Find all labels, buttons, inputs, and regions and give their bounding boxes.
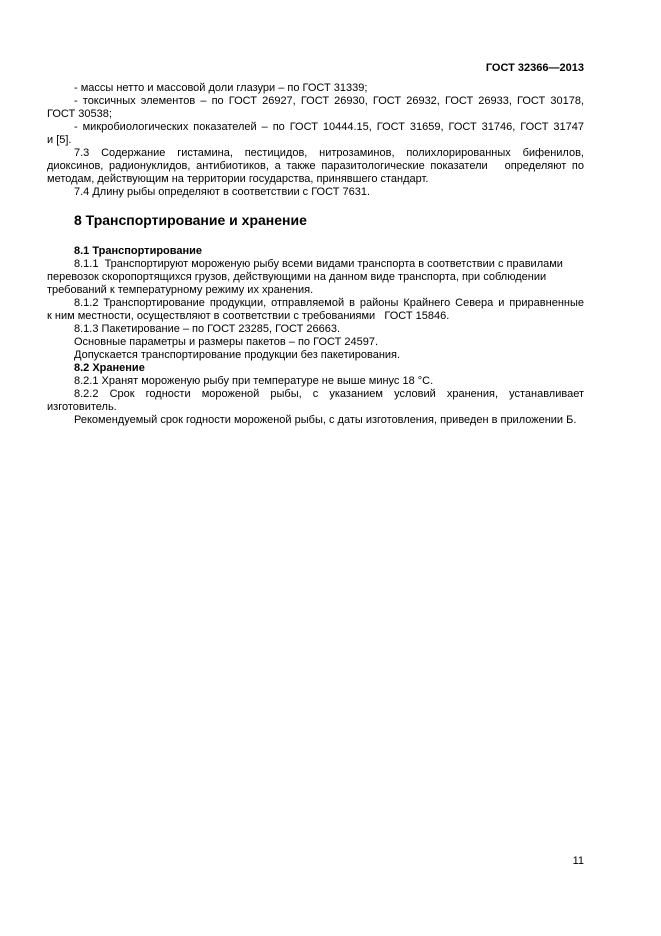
document-body — [47, 82, 584, 427]
paragraph-line: и [5]. — [47, 134, 72, 146]
subsection-heading-8-2 — [47, 362, 584, 375]
paragraph-line: 7.3 Содержание гистамина, пестицидов, нитрозаминов, полихлорированных бифенилов, — [74, 147, 584, 159]
list-item-glaze — [47, 82, 584, 95]
paragraph-line: диоксинов, радионуклидов, антибиотиков, а также паразитологические показатели определяют по — [47, 160, 584, 172]
paragraph-line: методам, действующим на территории государства, принявшего стандарт. — [47, 173, 429, 185]
paragraph-line: ГОСТ 30538; — [47, 108, 112, 120]
paragraph-line: Основные параметры и размеры пакетов – по ГОСТ 24597. — [74, 336, 378, 348]
paragraph-line: 8.1.1 Транспортируют мороженую рыбу всеми видами транспорта в соответствии с правилами — [74, 258, 563, 270]
clause-8-2-1 — [47, 375, 584, 388]
paragraph-line: 8.1.3 Пакетирование – по ГОСТ 23285, ГОСТ 26663. — [74, 323, 341, 335]
list-item-microbiology — [47, 121, 584, 147]
clause-package-params — [47, 336, 584, 349]
paragraph-line: 8.2 Хранение — [74, 362, 145, 374]
subsection-heading-8-1 — [47, 245, 584, 258]
paragraph-line: 8.2.2 Срок годности мороженой рыбы, с указанием условий хранения, устанавливает — [74, 388, 584, 400]
paragraph-line: 8.1 Транспортирование — [74, 245, 203, 257]
paragraph-line: 8.2.1 Хранят мороженую рыбу при температуре не выше минус 18 °С. — [74, 375, 434, 387]
paragraph-line: изготовитель. — [47, 401, 117, 413]
paragraph-line: к ним местности, осуществляют в соответствии с требованиями ГОСТ 15846. — [47, 310, 450, 322]
list-item-toxic-elements — [47, 95, 584, 121]
section-heading-8: 8 Транспортирование и хранение — [74, 212, 307, 228]
clause-recommended-shelf-life — [47, 414, 584, 427]
clause-8-1-2 — [47, 297, 584, 323]
paragraph-line: Допускается транспортирование продукции без пакетирования. — [74, 349, 401, 361]
paragraph-line: - микробиологических показателей – по ГОСТ 10444.15, ГОСТ 31659, ГОСТ 31746, ГОСТ 31747 — [74, 121, 584, 133]
paragraph-line: 8.1.2 Транспортирование продукции, отправляемой в районы Крайнего Севера и приравненные — [74, 297, 584, 309]
clause-7-3 — [47, 147, 584, 186]
paragraph-line: 7.4 Длину рыбы определяют в соответствии с ГОСТ 7631. — [74, 186, 370, 198]
paragraph-line: - массы нетто и массовой доли глазури – по ГОСТ 31339; — [74, 82, 368, 94]
paragraph-line: Рекомендуемый срок годности мороженой рыбы, с даты изготовления, приведен в приложении Б. — [74, 414, 577, 426]
document-header-standard-number: ГОСТ 32366—2013 — [485, 62, 584, 74]
clause-no-packaging — [47, 349, 584, 362]
clause-8-2-2 — [47, 388, 584, 414]
paragraph-line: - токсичных элементов – по ГОСТ 26927, ГОСТ 26930, ГОСТ 26932, ГОСТ 26933, ГОСТ 30178, — [74, 95, 584, 107]
page-number: 11 — [572, 855, 584, 867]
paragraph-line: перевозок скоропортящихся грузов, действующими на данном виде транспорта, при соблюдении — [47, 271, 547, 283]
clause-8-1-3 — [47, 323, 584, 336]
paragraph-line: требований к температурному режиму их хранения. — [47, 284, 314, 296]
clause-8-1-1 — [47, 258, 584, 297]
clause-7-4 — [47, 186, 584, 199]
